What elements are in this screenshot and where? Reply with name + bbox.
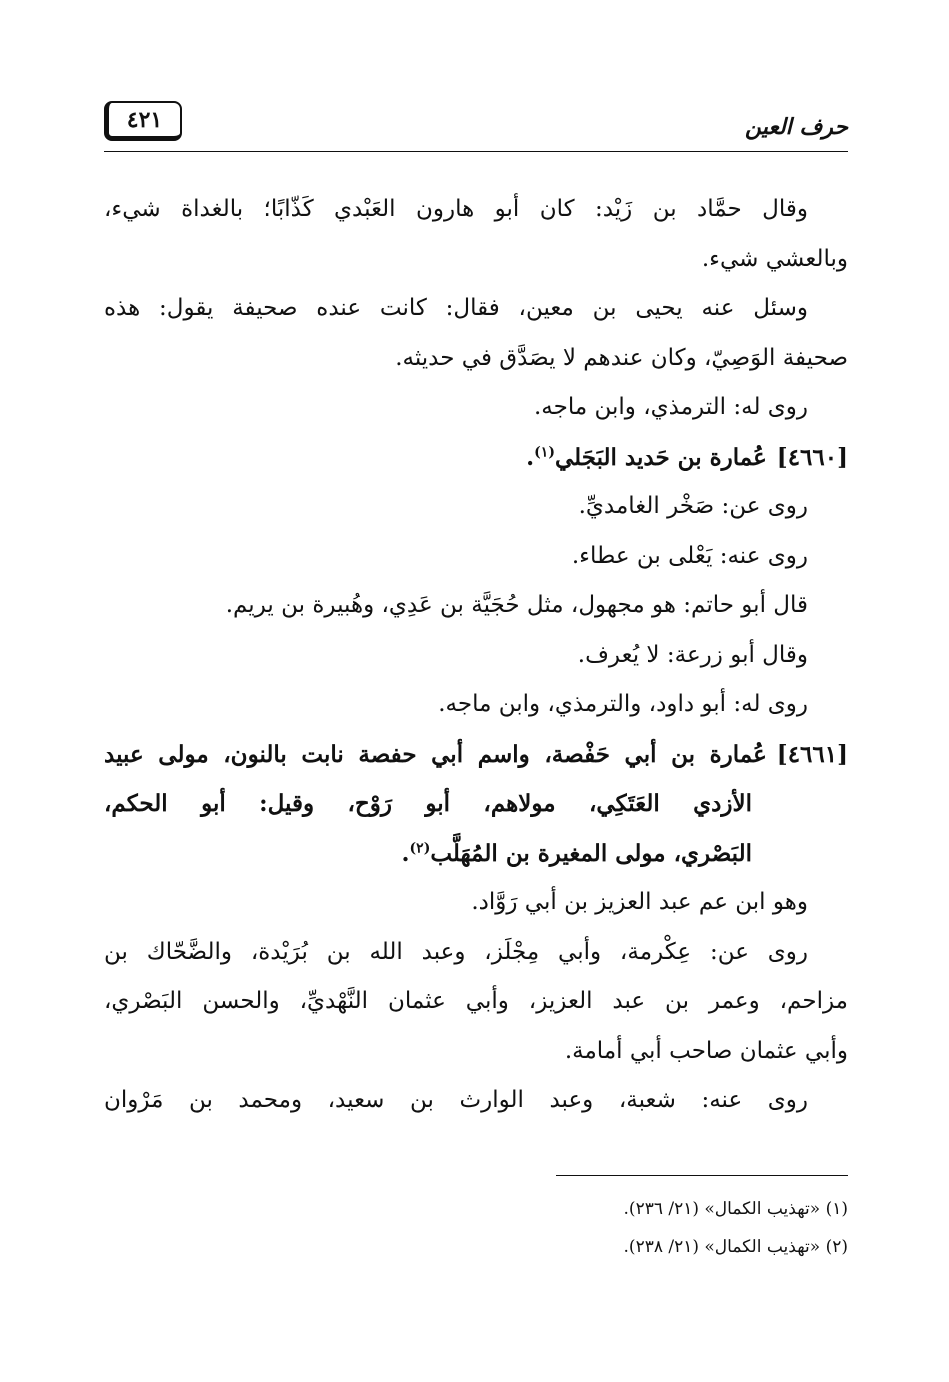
header-rule bbox=[104, 151, 848, 152]
text-line: روى عنه: يَعْلى بن عطاء. bbox=[571, 542, 808, 569]
text-line: روى عن: صَخْر الغامديِّ. bbox=[578, 493, 808, 519]
entry-name: عُمارة بن حَديد البَجَلي bbox=[554, 443, 767, 471]
entry-number: [٤٦٦١] bbox=[776, 740, 848, 768]
text-line: وهو ابن عم عبد العزيز بن أبي رَوَّاد. bbox=[471, 889, 808, 915]
entry-number: [٤٦٦٠] bbox=[776, 443, 848, 471]
text-line: روى له: الترمذي، وابن ماجه. bbox=[534, 394, 808, 420]
text-line: قال أبو حاتم: هو مجهول، مثل حُجَيَّة بن عَدِي، وهُبيرة بن يريم. bbox=[225, 592, 808, 618]
entry-heading-4661 bbox=[104, 730, 848, 780]
text-line: وقال حمَّاد بن زَيْد: كان أبو هارون العَبْدي كَذّابًا؛ بالغداة شيء، bbox=[104, 196, 808, 222]
page-number: ٤٢١ bbox=[126, 106, 163, 133]
text-line: روى عنه: شعبة، وعبد الوارث بن سعيد، ومحمد بن مَرْوان bbox=[104, 1087, 808, 1113]
footnote: (١) «تهذيب الكمال» (٢١/ ٢٣٦). bbox=[623, 1199, 848, 1219]
text-line: صحيفة الوَصِيّ، وكان عندهم لا يصَدَّق في حديثه. bbox=[395, 344, 848, 371]
entry-name: عُمارة بن أبي حَفْصة، واسم أبي حفصة نابت بالنون، مولى عبيد bbox=[104, 740, 767, 768]
footnotes bbox=[104, 1190, 848, 1266]
footnote: (٢) «تهذيب الكمال» (٢١/ ٢٣٨). bbox=[623, 1237, 848, 1257]
text-line: روى له: أبو داود، والترمذي، وابن ماجه. bbox=[438, 691, 808, 717]
page-header bbox=[104, 96, 848, 156]
text-line: وقال أبو زرعة: لا يُعرف. bbox=[577, 641, 808, 668]
footnote-ref: (٢) bbox=[409, 839, 431, 856]
footnote-ref: (١) bbox=[534, 443, 555, 460]
entry-heading-4660: [٤٦٦٠]عُمارة بن حَديد البَجَلي$^{(١)}$. bbox=[526, 443, 848, 471]
text-line: روى عن: عِكْرمة، وأبي مِجْلَز، وعبد الله بن بُرَيْدة، والضَّحّاك بن bbox=[104, 938, 808, 965]
body-text bbox=[104, 185, 848, 1126]
text-line: وبالعشي شيء. bbox=[701, 245, 848, 272]
text-line: وسئل عنه يحيى بن معين، فقال: كانت عنده صحيفة يقول: هذه bbox=[104, 295, 808, 321]
page-number-box bbox=[104, 101, 182, 141]
entry-name-cont: البَصْري، مولى المغيرة بن المُهَلَّب bbox=[430, 839, 752, 867]
running-title: حرف العين bbox=[744, 114, 848, 140]
text-line: وأبي عثمان صاحب أبي أمامة. bbox=[564, 1037, 848, 1064]
entry-heading-cont: الأزدي العَتَكِي، مولاهم، أبو رَوْح، وقيل: أبو الحكم، bbox=[104, 790, 752, 817]
footnote-rule bbox=[556, 1175, 848, 1176]
text-line: مزاحم، وعمر بن عبد العزيز، وأبي عثمان النَّهْديِّ، والحسن البَصْري، bbox=[104, 988, 848, 1014]
entry-heading-cont: البَصْري، مولى المغيرة بن المُهَلَّب$^{(٢)}$. bbox=[401, 839, 752, 867]
